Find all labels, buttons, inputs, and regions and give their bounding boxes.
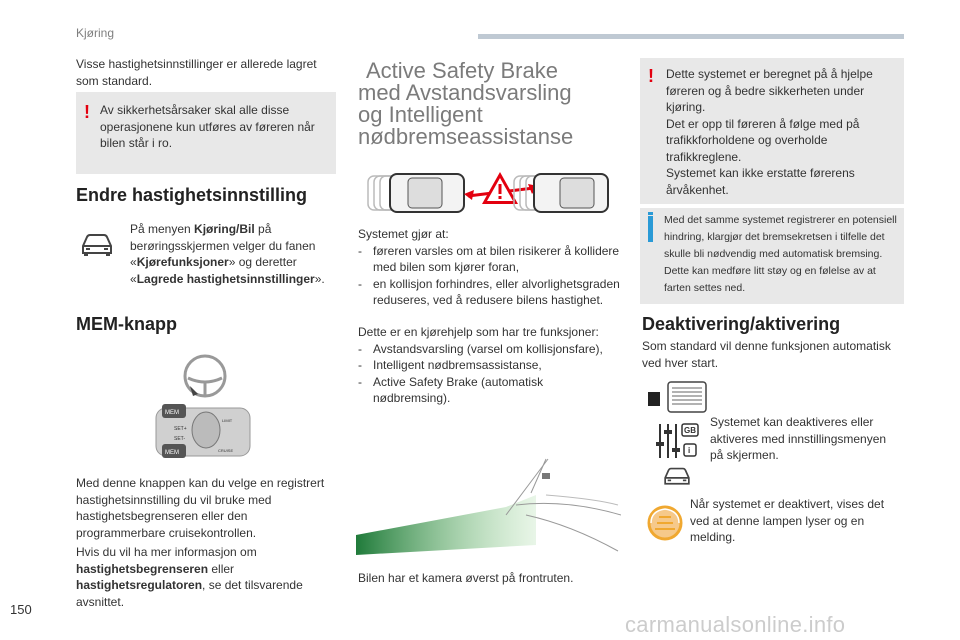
info-icon-dot	[648, 212, 653, 215]
heading-change-speed: Endre hastighetsinnstilling	[76, 185, 308, 205]
header-bar	[478, 34, 904, 39]
page-title: Active Safety Brake med Avstandsvarsling og Intelligent nødbremseassistanse	[358, 58, 574, 149]
language-gb-label: GB	[684, 426, 696, 435]
system-description: Systemet gjør at: - føreren varsles om at bilen risikerer å kollidere med bilen som kjører foran, - en kollisjon forhindres, eller alvorlighetsgraden reduseres, ved å redusere bilens hastighet.	[358, 226, 623, 309]
camera-caption: Bilen har et kamera øverst på frontruten.	[358, 571, 574, 585]
default-state-text: Som standard vil denne funksjonen automatisk ved hver start.	[642, 339, 891, 370]
watermark: carmanualsonline.info	[625, 612, 846, 637]
intro-text: Visse hastighetsinnstillinger er allerede lagret som standard.	[76, 57, 317, 88]
collision-warning-lamp-icon	[645, 505, 685, 541]
heading-mem-button: MEM-knapp	[76, 314, 177, 334]
collision-warning-illustration	[364, 168, 614, 218]
info-i-label: i	[688, 446, 691, 455]
stalk-mem-bottom: MEM	[165, 450, 179, 456]
warning-icon: !	[84, 102, 90, 122]
warning-line: Dette systemet er beregnet på å hjelpe føreren og å bedre sikkerheten under kjøring.	[666, 67, 873, 114]
functions-description: Dette er en kjørehjelp som har tre funksjoner: - Avstandsvarsling (varsel om kollisjonsfare), - Intelligent nødbremsassistanse, - Active Safety Brake (automatisk nødbremsing).	[358, 324, 623, 407]
menu-instructions: På menyen Kjøring/Bil på berøringsskjermen velger du fanen «Kjørefunksjoner» og deretter «Lagrede hastighetsinnstillinger».	[130, 222, 325, 286]
info-box	[640, 208, 904, 304]
safety-warning-text: Av sikkerhetsårsaker skal alle disse operasjonene kun utføres av føreren når bilen står i ro.	[100, 103, 315, 150]
driving-menu-icon	[646, 380, 708, 414]
section-title: Kjøring	[76, 26, 115, 40]
functions-list	[358, 341, 623, 407]
warning-icon: !	[648, 66, 654, 86]
system-list	[358, 243, 623, 309]
list-item: - en kollisjon forhindres, eller alvorlighetsgraden reduseres, ved å redusere bilens hastighet.	[358, 276, 623, 309]
page-number: 150	[10, 602, 32, 617]
cruise-control-stalk	[150, 398, 254, 464]
lamp-description: Når systemet er deaktivert, vises det ved at denne lampen lyser og en melding.	[690, 497, 885, 544]
settings-menu-text: Systemet kan deaktiveres eller aktiveres med innstillingsmenyen på skjermen.	[710, 415, 887, 462]
settings-sliders-icon	[654, 420, 700, 462]
stalk-limit: LIMIT	[222, 418, 233, 423]
stalk-cruise: CRUISE	[218, 448, 234, 453]
car-icon	[80, 232, 114, 258]
mem-description: Med denne knappen kan du velge en registrert hastighetsinnstilling du vil bruke med hastighetsbegrenseren eller den programmerbare cruisekontrollen.	[76, 476, 325, 540]
driver-responsibility-warning	[640, 58, 904, 204]
more-info-text: Hvis du vil ha mer informasjon om hastighetsbegrenseren eller hastighetsregulatoren, se det tilsvarende avsnittet.	[76, 545, 303, 609]
stalk-set-minus: SET-	[174, 436, 186, 442]
warning-line: Systemet kan ikke erstatte førerens årvåkenhet.	[666, 166, 855, 197]
info-text: Med det samme systemet registrerer en potensiell hindring, klargjør det bremsekretsen i tilfelle det skulle bli nødvendig med automatisk bremsing. Dette kan medføre litt støy og en følelse av at farten settes ned.	[664, 214, 897, 294]
list-item: - Intelligent nødbremsassistanse,	[358, 357, 623, 374]
stalk-mem-top: MEM	[165, 410, 179, 416]
car-settings-icon	[662, 466, 692, 488]
list-item: - Avstandsvarsling (varsel om kollisjonsfare),	[358, 341, 623, 358]
list-item: - føreren varsles om at bilen risikerer å kollidere med bilen som kjører foran,	[358, 243, 623, 276]
info-icon	[648, 216, 653, 242]
stalk-set-plus: SET+	[174, 426, 187, 432]
warning-line: Det er opp til føreren å følge med på trafikkforholdene og overholde trafikkreglene.	[666, 116, 860, 164]
windshield-camera-illustration	[356, 455, 621, 565]
heading-deactivate-activate: Deaktivering/aktivering	[642, 314, 841, 334]
safety-warning-box	[76, 92, 336, 174]
list-item: - Active Safety Brake (automatisk nødbremsing).	[358, 374, 623, 407]
